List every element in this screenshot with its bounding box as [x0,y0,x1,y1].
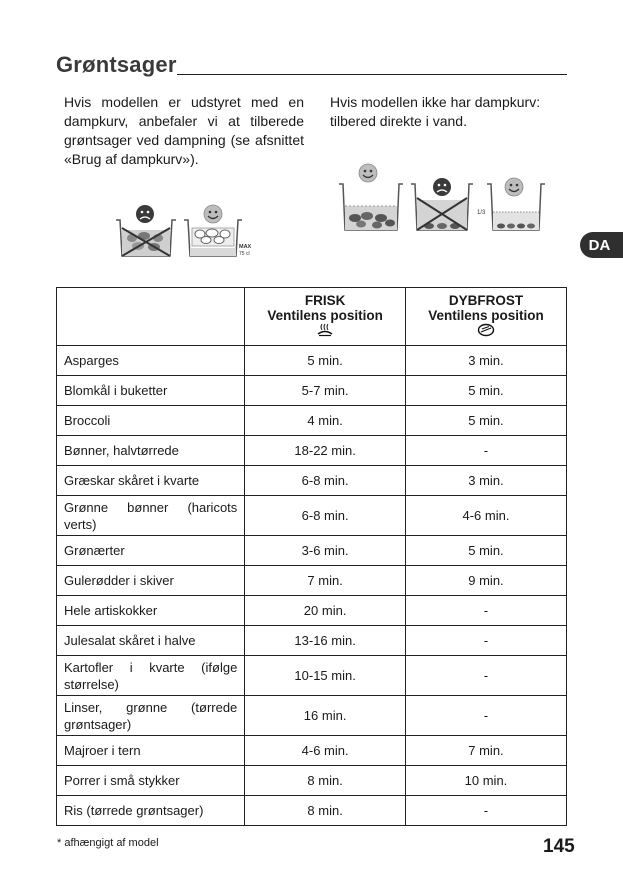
dybfrost-time-cell: - [405,596,566,626]
vegetable-name-cell: Porrer i små stykker [57,766,245,796]
sad-pot-crossed-icon [411,178,473,230]
vegetable-name-cell: Gulerødder i skiver [57,566,245,596]
vegetable-name-cell: Linser, grønne (tørrede grøntsager) [57,696,245,736]
frisk-time-cell: 5 min. [245,346,406,376]
header-frisk-title: FRISK [304,293,346,308]
header-empty [57,288,245,346]
dybfrost-time-cell: 5 min. [405,376,566,406]
title-rule [177,74,567,75]
direct-water-illustration [337,160,547,240]
valve-closed-icon [477,323,495,337]
table-row [57,796,567,826]
frisk-time-cell: 4 min. [245,406,406,436]
max-label: MAX [239,244,252,250]
table-row [57,656,567,696]
table-header-row [57,288,567,346]
cooking-times-table [56,287,567,826]
vegetable-name-cell: Majroer i tern [57,736,245,766]
frisk-time-cell: 13-16 min. [245,626,406,656]
vegetable-name-cell: Julesalat skåret i halve [57,626,245,656]
table-row [57,436,567,466]
frisk-time-cell: 18-22 min. [245,436,406,466]
dybfrost-time-cell: 9 min. [405,566,566,596]
dybfrost-time-cell: - [405,626,566,656]
frisk-time-cell: 20 min. [245,596,406,626]
vegetable-name-cell: Græskar skåret i kvarte [57,466,245,496]
frisk-time-cell: 4-6 min. [245,736,406,766]
sad-pot-icon [116,205,176,256]
frisk-time-cell: 6-8 min. [245,496,406,536]
steam-valve-icon [316,323,334,337]
table-row [57,596,567,626]
header-dybfrost [405,288,566,346]
table-row [57,536,567,566]
header-frisk-subtitle: Ventilens position [267,308,383,323]
table-row [57,696,567,736]
happy-basket-icon [184,205,252,257]
max-volume-label: 75 cl [239,251,250,257]
intro-steam-basket: Hvis modellen er udstyret med en dampkurv, anbefaler vi at tilberede grøntsager ved dampning (se afsnittet «Brug af dampkurv»). [64,94,304,167]
dybfrost-time-cell: - [405,656,566,696]
dybfrost-time-cell: - [405,796,566,826]
header-dybfrost-title: DYBFROST [448,293,524,308]
table-row [57,736,567,766]
vegetable-name-cell: Asparges [57,346,245,376]
dybfrost-time-cell: 5 min. [405,536,566,566]
frisk-time-cell: 8 min. [245,766,406,796]
table-row [57,466,567,496]
vegetable-name-cell: Hele artiskokker [57,596,245,626]
vegetable-name-cell: Bønner, halvtørrede [57,436,245,466]
header-dybfrost-subtitle: Ventilens position [428,308,544,323]
frisk-time-cell: 6-8 min. [245,466,406,496]
happy-pot-icon [339,164,403,230]
language-tab: DA [580,232,623,258]
frisk-time-cell: 3-6 min. [245,536,406,566]
footnote: * afhængigt af model [57,837,159,849]
page-title: Grøntsager [56,52,177,77]
table-row [57,496,567,536]
page-number: 145 [543,836,575,857]
table-row [57,566,567,596]
vegetable-name-cell: Grønne bønner (haricots verts) [57,496,245,536]
dybfrost-time-cell: - [405,436,566,466]
third-level-label: 1/3 [477,210,486,216]
frisk-time-cell: 8 min. [245,796,406,826]
frisk-time-cell: 7 min. [245,566,406,596]
frisk-time-cell: 16 min. [245,696,406,736]
vegetable-name-cell: Broccoli [57,406,245,436]
happy-pot-third-icon [477,178,545,230]
table-row [57,406,567,436]
frisk-time-cell: 5-7 min. [245,376,406,406]
steam-basket-illustration [108,198,258,268]
dybfrost-time-cell: 7 min. [405,736,566,766]
table-row [57,376,567,406]
table-row [57,346,567,376]
vegetable-name-cell: Blomkål i buketter [57,376,245,406]
header-frisk [245,288,406,346]
vegetable-name-cell: Grønærter [57,536,245,566]
dybfrost-time-cell: 10 min. [405,766,566,796]
dybfrost-time-cell: - [405,696,566,736]
dybfrost-time-cell: 3 min. [405,346,566,376]
dybfrost-time-cell: 5 min. [405,406,566,436]
table-row [57,626,567,656]
vegetable-name-cell: Kartofler i kvarte (ifølge størrelse) [57,656,245,696]
intro-no-basket: Hvis modellen ikke har dampkurv: tilbered direkte i vand. [330,94,541,129]
table-row [57,766,567,796]
dybfrost-time-cell: 4-6 min. [405,496,566,536]
frisk-time-cell: 10-15 min. [245,656,406,696]
vegetable-name-cell: Ris (tørrede grøntsager) [57,796,245,826]
dybfrost-time-cell: 3 min. [405,466,566,496]
